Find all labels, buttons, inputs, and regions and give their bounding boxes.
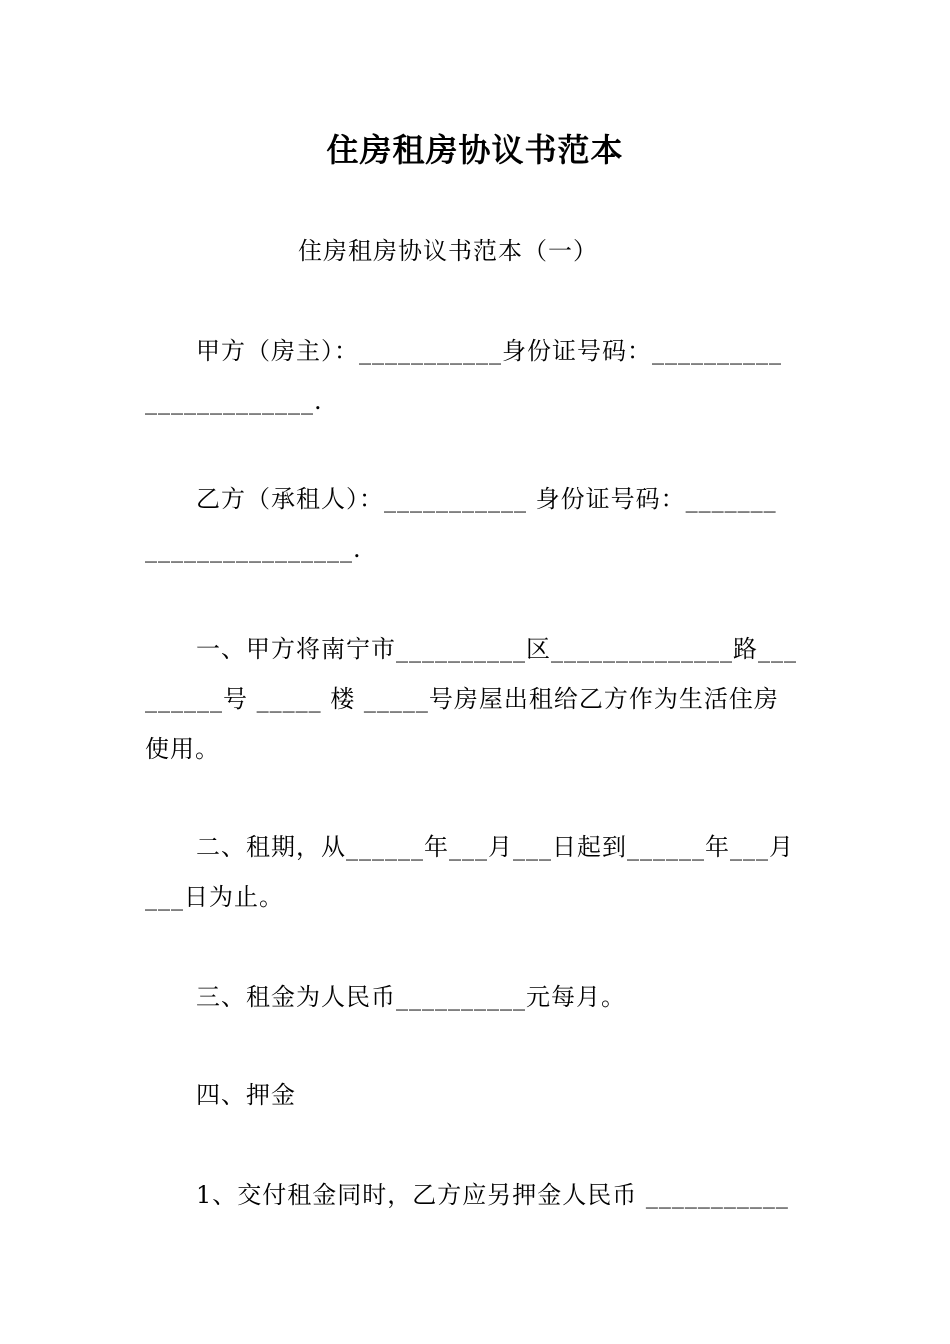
document-subtitle: 住房租房协议书范本（一） <box>298 237 598 265</box>
clause-1-line-2: ______号 _____ 楼 _____号房屋出租给乙方作为生活住房 <box>145 685 779 713</box>
party-a-line-cont: _____________. <box>145 387 323 415</box>
clause-2-line-1: 二、租期，从______年___月___日起到______年___月 <box>196 833 794 861</box>
clause-4-heading: 四、押金 <box>196 1081 296 1109</box>
clause-2-line-2: ___日为止。 <box>145 883 284 911</box>
party-b-line: 乙方（承租人）：___________ 身份证号码：_______ <box>196 485 777 513</box>
clause-4-item-1: 1、交付租金同时，乙方应另押金人民币 ___________ <box>196 1181 789 1209</box>
clause-3-line: 三、租金为人民币__________元每月。 <box>196 983 626 1011</box>
clause-1-line-1: 一、甲方将南宁市__________区______________路___ <box>196 635 797 663</box>
party-a-line: 甲方（房主）：___________身份证号码：__________ <box>196 337 782 365</box>
party-b-line-cont: ________________. <box>145 535 362 563</box>
document-title: 住房租房协议书范本 <box>326 131 624 169</box>
clause-1-line-3: 使用。 <box>145 735 220 763</box>
